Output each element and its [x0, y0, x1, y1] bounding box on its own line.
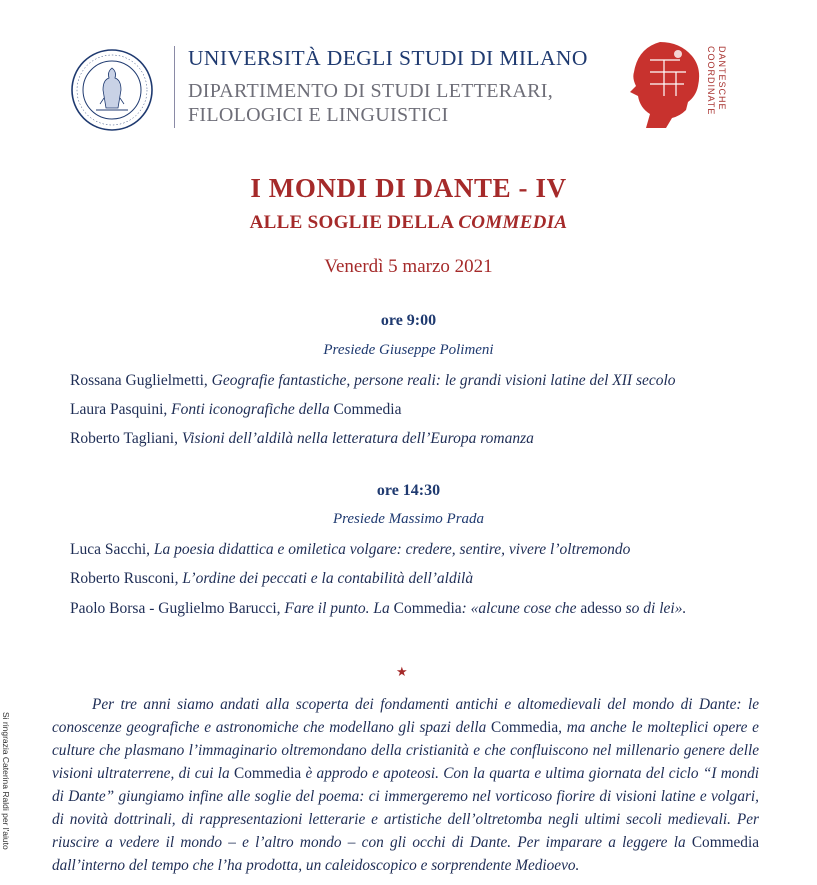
talk-title: Fare il punto. La — [284, 600, 394, 617]
talk-item — [70, 430, 534, 448]
description-text: Per tre anni siamo andati alla scoperta dei fondamenti antichi e altomedievali del mondo di Dante: le conoscenze geografiche e astronomiche che modellano gli spazi della — [52, 696, 759, 736]
work-title-commedia: Commedia — [691, 834, 759, 851]
work-title-commedia: Commedia — [234, 765, 302, 782]
talk-speaker: Roberto Rusconi, — [70, 570, 183, 587]
logo-label-coordinate: COORDINATE — [706, 46, 716, 116]
side-note-text: Si ringrazia Caterina Raldi per l'aiuto — [1, 712, 11, 850]
event-subtitle — [0, 212, 817, 234]
description-text: dall’interno del tempo che l’ha prodotta, un caleidoscopico e sorprendente Medioevo. — [52, 857, 580, 874]
talk-title: L’ordine dei peccati e la contabilità dell’aldilà — [182, 570, 474, 587]
talk-item — [70, 401, 402, 419]
session-1-chair: Presiede Giuseppe Polimeni — [323, 342, 494, 358]
talk-item — [70, 600, 686, 618]
talk-item — [70, 570, 473, 588]
talk-title-upright-word: adesso — [580, 600, 622, 617]
talk-speaker: Roberto Tagliani, — [70, 430, 182, 447]
talk-speaker: Paolo Borsa - Guglielmo Barucci, — [70, 600, 285, 617]
department-name-line2: FILOLOGICI E LINGUISTICI — [188, 104, 449, 126]
university-seal-icon — [70, 48, 154, 132]
event-subtitle-prefix: ALLE SOGLIE DELLA — [249, 212, 459, 233]
description-text: è approdo e apoteosi. Con la quarta e ultima giornata del ciclo “I mondi di Dante” giungiamo infine alle soglie del poema: ci immergeremo nel vorticoso fiorire di visioni latine e volgari, di novità dottrinali, di rappresentazioni letterarie e artistiche dell’oltretomba negli ultimi secoli medievali. Per riuscire a vedere il mondo – e l’altro mondo – con gli occhi di Dante. Per imparare a leggere la — [52, 765, 759, 851]
event-date: Venerdì 5 marzo 2021 — [324, 256, 493, 277]
talk-title: Fonti iconografiche della — [171, 401, 334, 418]
event-title: I MONDI DI DANTE - IV — [250, 173, 567, 203]
section-divider-star: ★ — [396, 664, 408, 679]
event-subtitle-italic: COMMEDIA — [458, 212, 568, 233]
talk-title-tail-2: so di lei». — [621, 600, 687, 617]
session-2-time: ore 14:30 — [376, 482, 441, 499]
description-paragraph — [52, 693, 759, 877]
talk-title: Geografie fantastiche, persone reali: le grandi visioni latine del XII secolo — [211, 372, 676, 389]
dante-profile-logo-icon — [620, 38, 704, 130]
page-header — [0, 0, 817, 150]
logo-label-dantesche: DANTESCHE — [717, 46, 727, 111]
talk-title: Visioni dell’aldilà nella letteratura dell’Europa romanza — [181, 430, 534, 447]
talk-title-work: Commedia — [393, 600, 462, 617]
department-name-line1: DIPARTIMENTO DI STUDI LETTERARI, — [188, 80, 554, 102]
talk-item — [70, 541, 630, 559]
talk-item — [70, 372, 676, 390]
coordinate-dantesche-label — [706, 46, 736, 124]
session-2-chair: Presiede Massimo Prada — [332, 511, 485, 527]
talk-speaker: Laura Pasquini, — [70, 401, 172, 418]
session-1-time: ore 9:00 — [380, 312, 437, 329]
talk-title-tail: : «alcune cose che — [461, 600, 581, 617]
header-divider — [174, 46, 175, 128]
work-title-commedia: Commedia — [491, 719, 559, 736]
talk-speaker: Rossana Guglielmetti, — [70, 372, 212, 389]
talk-title-work: Commedia — [333, 401, 402, 418]
description-text: , ma anche le molteplici opere e culture che plasmano l’immaginario oltremondano della cristianità e che confluiscono nel millenario genere delle visioni ultraterrene, di cui la — [52, 719, 759, 782]
talk-title: La poesia didattica e omiletica volgare: credere, sentire, vivere l’oltremondo — [153, 541, 631, 558]
university-name: UNIVERSITÀ DEGLI STUDI DI MILANO — [188, 46, 588, 70]
talk-speaker: Luca Sacchi, — [70, 541, 154, 558]
acknowledgement-side-note — [1, 712, 15, 882]
